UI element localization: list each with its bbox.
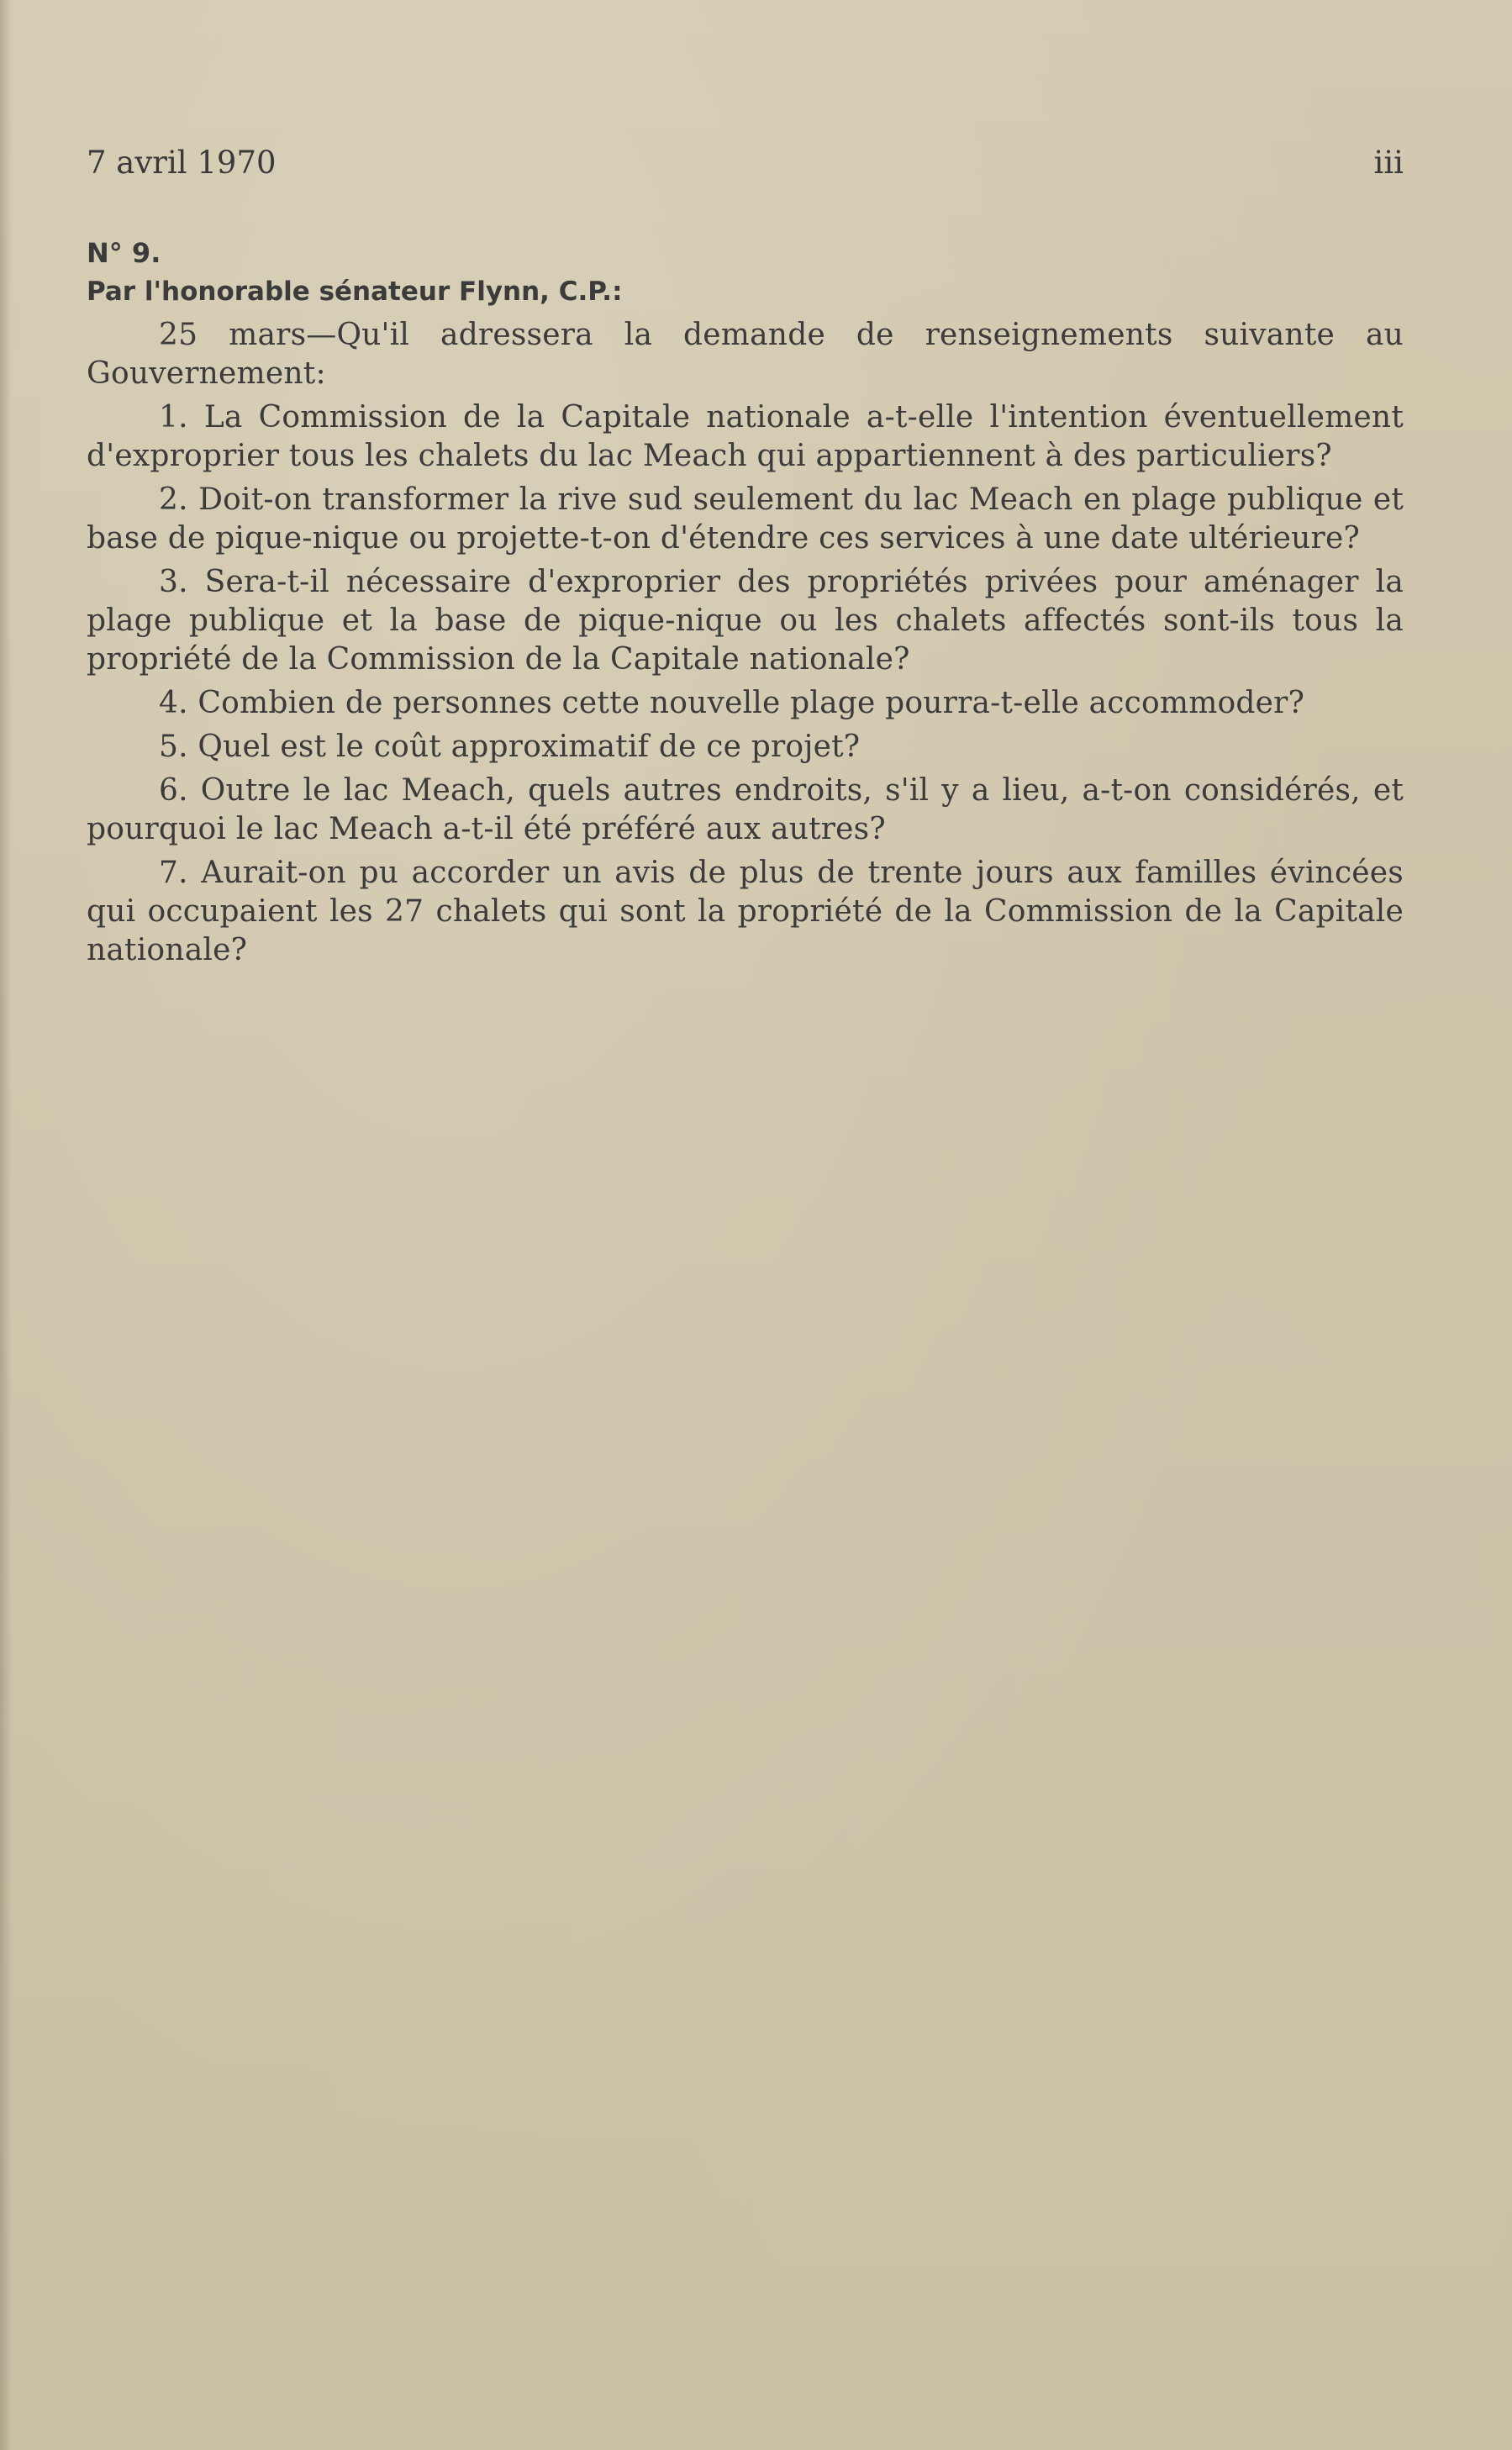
question-7: 7. Aurait-on pu accorder un avis de plus de trente jours aux familles évincées qui occupaient les 27 chalets qui sont la propriété de la Commission de la Capitale nationale? bbox=[87, 856, 1404, 967]
item-number: N° 9. bbox=[87, 237, 161, 269]
item-byline: Par l'honorable sénateur Flynn, C.P.: bbox=[87, 277, 623, 307]
item-intro: 25 mars—Qu'il adressera la demande de renseignements suivante au Gouvernement: bbox=[87, 318, 1404, 391]
document-body bbox=[87, 234, 1404, 975]
question-6: 6. Outre le lac Meach, quels autres endroits, s'il y a lieu, a-t-on considérés, et pourquoi le lac Meach a-t-il été préféré aux autres? bbox=[87, 773, 1404, 846]
question-3: 3. Sera-t-il nécessaire d'exproprier des propriétés privées pour aménager la plage publique et la base de pique-nique ou les chalets affectés sont-ils tous la propriété de la Commission de la Capitale nationale? bbox=[87, 565, 1404, 677]
question-4: 4. Combien de personnes cette nouvelle plage pourra-t-elle accommoder? bbox=[159, 686, 1305, 720]
question-5: 5. Quel est le coût approximatif de ce projet? bbox=[159, 730, 861, 764]
page-edge-shadow bbox=[0, 0, 12, 2450]
header-date: 7 avril 1970 bbox=[87, 145, 277, 181]
page-number: iii bbox=[1373, 145, 1404, 181]
question-1: 1. La Commission de la Capitale nationale a-t-elle l'intention éventuellement d'exproprier tous les chalets du lac Meach qui appartiennent à des particuliers? bbox=[87, 400, 1404, 473]
question-2: 2. Doit-on transformer la rive sud seulement du lac Meach en plage publique et base de pique-nique ou projette-t-on d'étendre ces services à une date ultérieure? bbox=[87, 482, 1404, 556]
